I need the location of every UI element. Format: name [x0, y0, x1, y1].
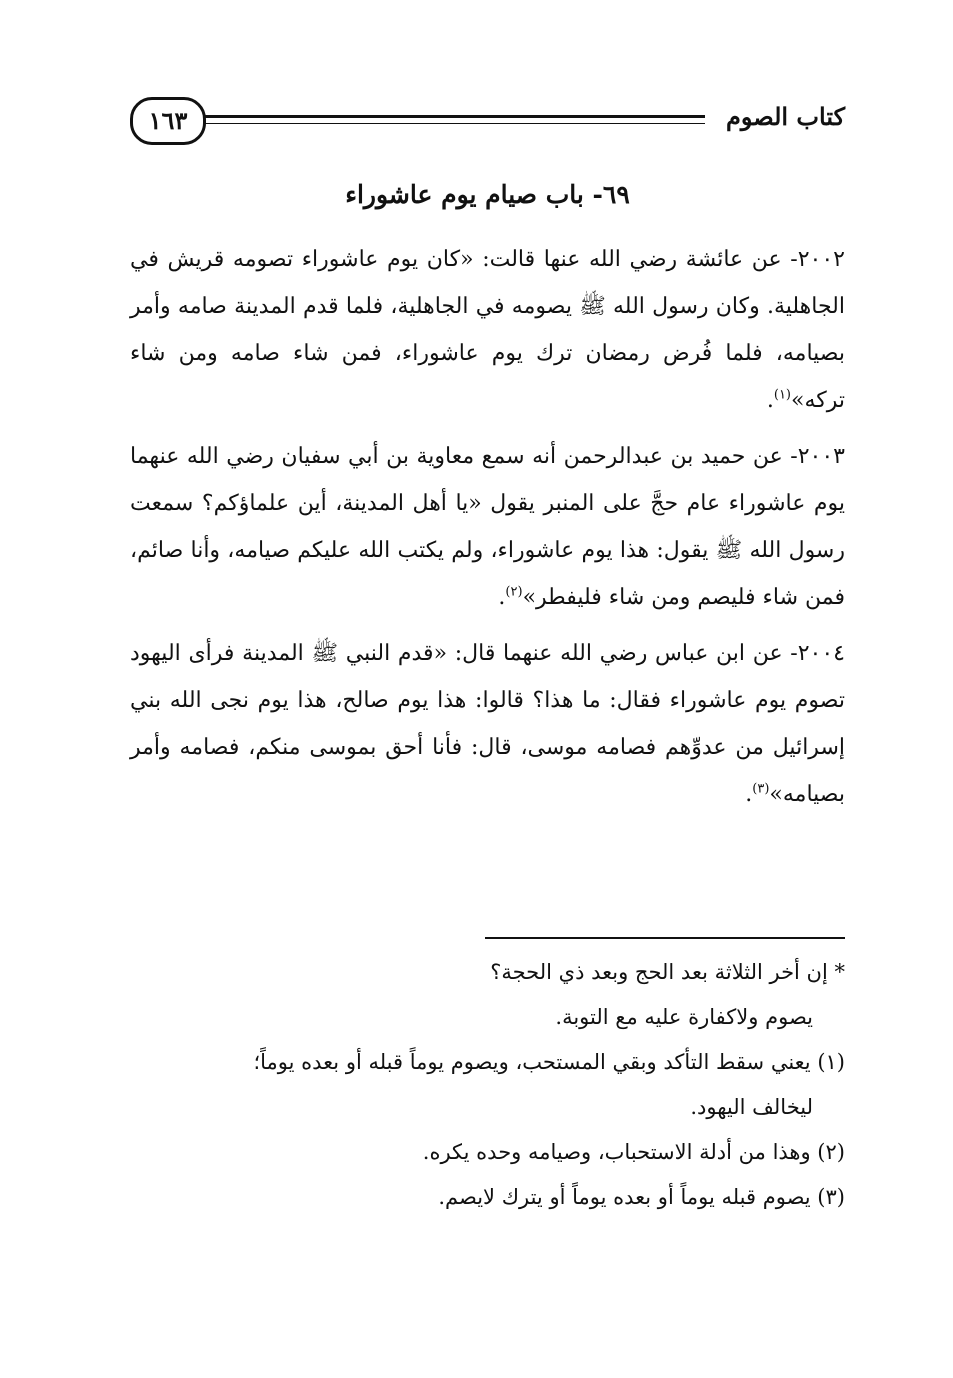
footnote-answer: يصوم ولاكفارة عليه مع التوبة.	[555, 1005, 813, 1029]
hadith-2002: ٢٠٠٢- عن عائشة رضي الله عنها قالت: «كان يوم عاشوراء تصومه قريش في الجاهلية. وكان رسول الله ﷺ يصومه في الجاهلية، فلما قدم المدينة صامه وأمر بصيامه، فلما فُرض رمضان ترك يوم عاشوراء، فمن شاء صامه ومن شاء تركه»$^{(١)}$.	[130, 247, 845, 413]
footnote-1: (١) يعني سقط التأكد وبقي المستحب، ويصوم يوماً قبله أو بعده يوماً؛	[253, 1050, 845, 1074]
hadith-text: ٢٠٠٣- عن حميد بن عبدالرحمن أنه سمع معاوية بن أبي سفيان رضي الله عنهما يوم عاشوراء عام حجَّ على المنبر يقول «يا أهل المدينة، أين علماؤكم؟ سمعت رسول الله ﷺ يقول: هذا يوم عاشوراء، ولم يكتب الله عليكم صيامه، وأنا صائم، فمن شاء فليصم ومن شاء فليفطر»	[130, 444, 845, 610]
footnote-separator	[485, 937, 845, 939]
running-title: كتاب الصوم	[726, 102, 845, 131]
footnote-1-continued: ليخالف اليهود.	[690, 1095, 813, 1119]
page-number: ١٦٣	[130, 97, 206, 145]
footnote-3: (٣) يصوم قبله يوماً أو بعده يوماً أو يترك لايصم.	[438, 1185, 845, 1209]
hadith-text: ٢٠٠٤- عن ابن عباس رضي الله عنهما قال: «قدم النبي ﷺ المدينة فرأى اليهود تصوم يوم عاشوراء فقال: ما هذا؟ قالوا: هذا يوم صالح، هذا يوم نجى الله بني إسرائيل من عدوِّهم فصامه موسى، قال: فأنا أحق بموسى منكم، فصامه وأمر بصيامه»	[130, 641, 845, 807]
header-rule	[198, 115, 705, 124]
hadith-list	[130, 236, 845, 827]
footnote-ref: (١)	[773, 387, 791, 403]
footnote-question: * إن أخر الثلاثة بعد الحج وبعد ذي الحجة؟	[490, 960, 845, 984]
footnote-2: (٢) وهذا من أدلة الاستحباب، وصيامه وحده يكره.	[422, 1140, 845, 1164]
hadith-text: ٢٠٠٢- عن عائشة رضي الله عنها قالت: «كان يوم عاشوراء تصومه قريش في الجاهلية. وكان رسول الله ﷺ يصومه في الجاهلية، فلما قدم المدينة صامه وأمر بصيامه، فلما فُرض رمضان ترك يوم عاشوراء، فمن شاء صامه ومن شاء تركه»	[130, 247, 845, 413]
page-header	[130, 92, 845, 146]
footnotes	[110, 950, 845, 1220]
hadith-2004: ٢٠٠٤- عن ابن عباس رضي الله عنهما قال: «قدم النبي ﷺ المدينة فرأى اليهود تصوم يوم عاشوراء فقال: ما هذا؟ قالوا: هذا يوم صالح، هذا يوم نجى الله بني إسرائيل من عدوِّهم فصامه موسى، قال: فأنا أحق بموسى منكم، فصامه وأمر بصيامه»$^{(٣)}$.	[130, 641, 845, 807]
chapter-title: ٦٩- باب صيام يوم عاشوراء	[345, 180, 630, 209]
hadith-2003: ٢٠٠٣- عن حميد بن عبدالرحمن أنه سمع معاوية بن أبي سفيان رضي الله عنهما يوم عاشوراء عام حجَّ على المنبر يقول «يا أهل المدينة، أين علماؤكم؟ سمعت رسول الله ﷺ يقول: هذا يوم عاشوراء، ولم يكتب الله عليكم صيامه، وأنا صائم، فمن شاء فليصم ومن شاء فليفطر»$^{(٢)}$.	[130, 444, 845, 610]
footnote-ref: (٣)	[752, 781, 770, 797]
footnote-ref: (٢)	[505, 584, 523, 600]
